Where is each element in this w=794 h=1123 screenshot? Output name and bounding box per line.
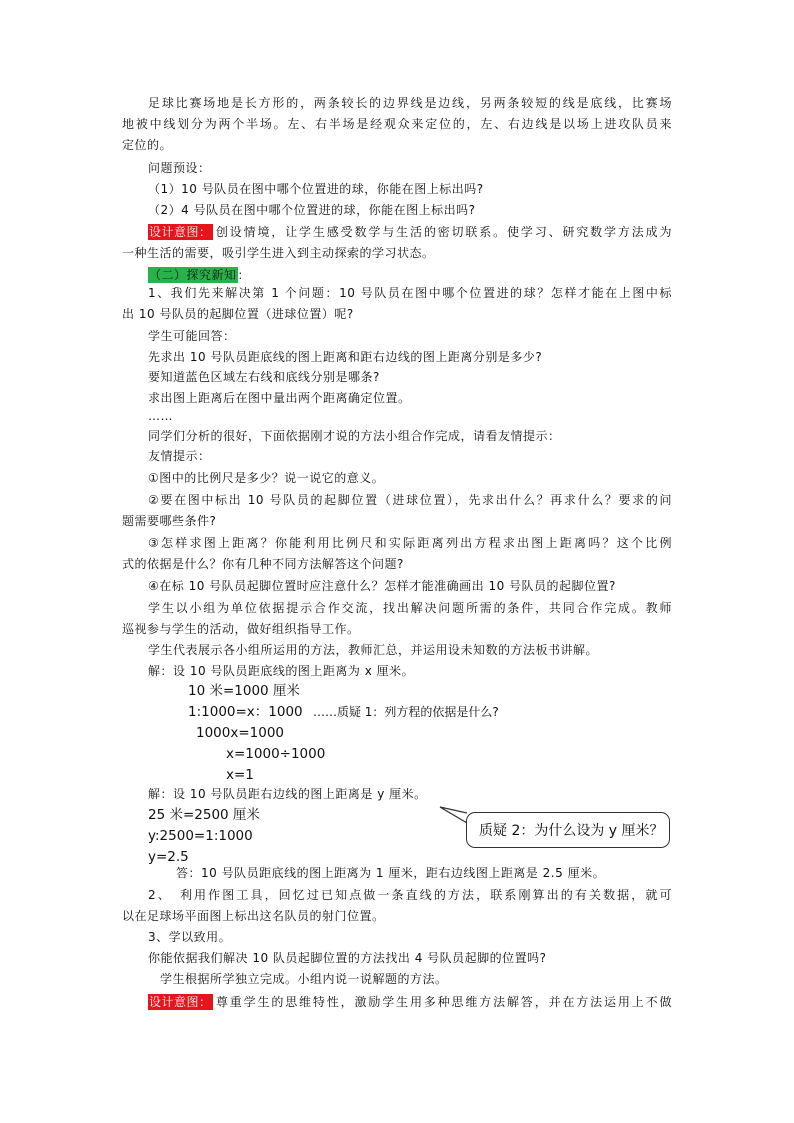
step-3-question: 你能依据我们解决 10 队员起脚位置的方法找出 4 号队员起脚的位置吗? xyxy=(148,951,547,965)
design-intent-1-line-2: 一种生活的需要，吸引学生进入到主动探索的学习状态。 xyxy=(122,246,435,260)
question-2-callout xyxy=(466,812,670,848)
tips-heading: 友情提示： xyxy=(148,449,211,463)
section-heading-explore: （二）探究新知： xyxy=(149,268,251,282)
solution-2-step-1: 25 米=2500 厘米 xyxy=(148,807,260,823)
tip-2-line-1: ②要在图中标出 10 号队员的起脚位置（进球位置），先求出什么？再求什么？要求的问 xyxy=(148,493,672,507)
step-3-heading: 3、学以致用。 xyxy=(148,930,232,944)
explore-paragraph-1-line-2: 出 10 号队员的起脚位置（进球位置）呢? xyxy=(122,307,354,321)
intro-line-2: 地被中线划分为两个半场。左、右半场是经观众来定位的，左、右边线是以场上进攻队员来 xyxy=(122,117,672,131)
tip-4: ④在标 10 号队员起脚位置时应注意什么？怎样才能准确画出 10 号队员的起脚位置? xyxy=(148,579,616,593)
tip-1: ①图中的比例尺是多少？说一说它的意义。 xyxy=(148,471,385,485)
answers-heading: 学生可能回答： xyxy=(148,329,236,343)
question-1-note: ……质疑 1：列方程的依据是什么? xyxy=(312,705,499,719)
step-2-line-2: 以在足球场平面图上标出这名队员的射门位置。 xyxy=(122,909,385,923)
solution-2-step-2: y:2500=1:1000 xyxy=(148,828,253,844)
design-intent-2-text: 尊重学生的思维特性，激励学生用多种思维方法解答，并在方法运用上不做 xyxy=(214,995,672,1009)
answer-1: 先求出 10 号队员距底线的图上距离和距右边线的图上距离分别是多少? xyxy=(148,350,543,364)
group-work-line-2: 巡视参与学生的活动，做好组织指导工作。 xyxy=(122,622,360,636)
solution-1-step-3: 1000x=1000 xyxy=(196,725,285,741)
preset-question-2: （2）4 号队员在图中哪个位置进的球，你能在图上标出吗? xyxy=(148,203,476,217)
step-3-student-work: 学生根据所学独立完成。小组内说一说解题的方法。 xyxy=(160,972,448,986)
solution-2-intro: 解：设 10 号队员距右边线的图上距离是 y 厘米。 xyxy=(148,787,427,801)
group-work-line-3: 学生代表展示各小组所运用的方法，教师汇总，并运用设未知数的方法板书讲解。 xyxy=(148,643,599,657)
tip-3-line-2: 式的依据是什么？你有几种不同方法解答这个问题? xyxy=(122,557,404,571)
solution-1-step-5: x=1 xyxy=(226,767,254,783)
preset-question-1: （1）10 号队员在图中哪个位置进的球，你能在图上标出吗? xyxy=(148,182,484,196)
explore-paragraph-1-line-1: 1、我们先来解决第 1 个问题：10 号队员在图中哪个位置进的球？怎样才能在上图中标 xyxy=(148,286,672,300)
preset-heading: 问题预设： xyxy=(148,161,211,175)
callout-text: 质疑 2：为什么设为 y 厘米？ xyxy=(479,823,664,839)
design-intent-tag-2: 设计意图： xyxy=(149,995,212,1009)
analysis-line: 同学们分析的很好，下面依据刚才说的方法小组合作完成，请看友情提示： xyxy=(148,429,561,443)
answer-2: 要知道蓝色区域左右线和底线分别是哪条? xyxy=(148,370,380,384)
ellipsis: …… xyxy=(148,409,173,423)
tip-2-line-2: 题需要哪些条件? xyxy=(122,514,217,528)
answer-statement: 答：10 号队员距底线的图上距离为 1 厘米，距右边线图上距离是 2.5 厘米。 xyxy=(176,866,606,880)
solution-2-step-3: y=2.5 xyxy=(148,849,189,865)
solution-1-intro: 解：设 10 号队员距底线的图上距离为 x 厘米。 xyxy=(148,664,415,678)
solution-1-equation: 1:1000=x：1000 xyxy=(188,704,303,720)
solution-1-step-4: x=1000÷1000 xyxy=(226,746,326,762)
design-intent-tag: 设计意图： xyxy=(149,225,212,239)
solution-1-step-2 xyxy=(188,703,499,721)
design-intent-1-line-1 xyxy=(148,224,672,240)
intro-line-1: 足球比赛场地是长方形的，两条较长的边界线是边线，另两条较短的线是底线，比赛场 xyxy=(148,96,672,110)
tip-3-line-1: ③怎样求图上距离？你能利用比例尺和实际距离列出方程求出图上距离吗？这个比例 xyxy=(148,536,672,550)
intro-line-3: 定位的。 xyxy=(122,138,173,152)
answer-3: 求出图上距离后在图中量出两个距离确定位置。 xyxy=(148,391,411,405)
group-work-line-1: 学生以小组为单位依据提示合作交流，找出解决问题所需的条件，共同合作完成。教师 xyxy=(148,601,672,615)
step-2-line-1: 2、 利用作图工具，回忆过已知点做一条直线的方法，联系刚算出的有关数据，就可 xyxy=(148,888,672,902)
design-intent-2-line-1 xyxy=(148,994,672,1010)
solution-1-step-1: 10 米=1000 厘米 xyxy=(188,683,300,699)
section-tag-explore: （二）探究新知 xyxy=(149,268,237,282)
design-intent-text: 创设情境，让学生感受数学与生活的密切联系。使学习、研究数学方法成为 xyxy=(214,225,672,239)
